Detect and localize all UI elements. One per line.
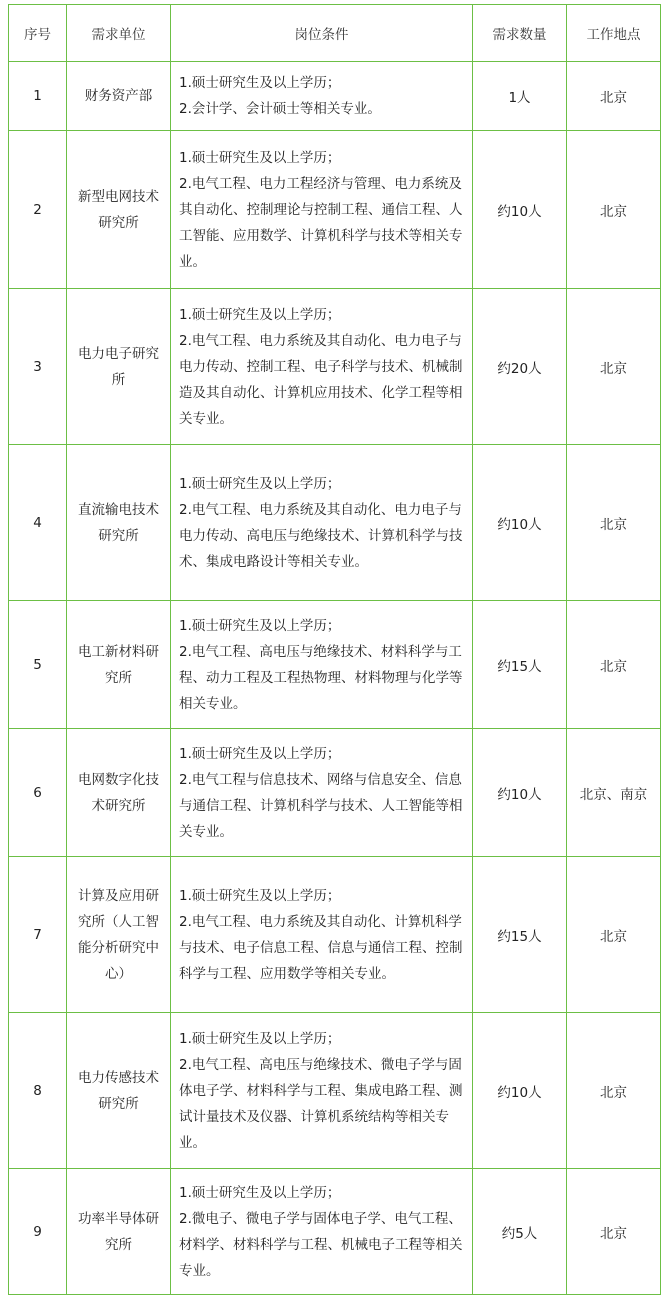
cell-index: 9	[9, 1169, 67, 1295]
cell-location: 北京	[567, 131, 661, 289]
cell-count: 约10人	[473, 445, 567, 601]
requirement-line: 2.电气工程、电力系统及其自动化、电力电子与电力传动、高电压与绝缘技术、计算机科学与技术、集成电路设计等相关专业。	[179, 501, 463, 570]
cell-count: 约5人	[473, 1169, 567, 1295]
requirement-line: 1.硕士研究生及以上学历；	[179, 149, 341, 166]
cell-unit: 电力电子研究所	[67, 289, 171, 445]
cell-index: 6	[9, 729, 67, 857]
cell-unit: 电力传感技术研究所	[67, 1013, 171, 1169]
header-row	[9, 5, 661, 62]
requirement-line: 2.电气工程与信息技术、网络与信息安全、信息与通信工程、计算机科学与技术、人工智能等相关专业。	[179, 771, 463, 840]
cell-unit: 功率半导体研究所	[67, 1169, 171, 1295]
header-unit: 需求单位	[67, 5, 171, 62]
cell-requirements	[171, 289, 473, 445]
requirement-line: 1.硕士研究生及以上学历；	[179, 745, 341, 762]
cell-unit: 电工新材料研究所	[67, 601, 171, 729]
cell-requirements	[171, 445, 473, 601]
cell-unit: 直流输电技术研究所	[67, 445, 171, 601]
requirement-line: 2.电气工程、电力系统及其自动化、计算机科学与技术、电子信息工程、信息与通信工程、控制科学与工程、应用数学等相关专业。	[179, 913, 463, 982]
requirement-line: 1.硕士研究生及以上学历；	[179, 617, 341, 634]
cell-index: 8	[9, 1013, 67, 1169]
cell-location: 北京	[567, 445, 661, 601]
cell-location: 北京	[567, 601, 661, 729]
requirement-line: 1.硕士研究生及以上学历；	[179, 306, 341, 323]
requirement-line: 2.电气工程、电力工程经济与管理、电力系统及其自动化、控制理论与控制工程、通信工程、人工智能、应用数学、计算机科学与技术等相关专业。	[179, 175, 463, 270]
cell-unit: 财务资产部	[67, 62, 171, 131]
cell-requirements	[171, 62, 473, 131]
cell-count: 约15人	[473, 857, 567, 1013]
cell-count: 约20人	[473, 289, 567, 445]
cell-index: 1	[9, 62, 67, 131]
cell-location: 北京、南京	[567, 729, 661, 857]
header-requirements: 岗位条件	[171, 5, 473, 62]
requirement-line: 1.硕士研究生及以上学历；	[179, 75, 341, 91]
table-row	[9, 729, 661, 857]
requirement-line: 2.电气工程、高电压与绝缘技术、微电子学与固体电子学、材料科学与工程、集成电路工程、测试计量技术及仪器、计算机系统结构等相关专业。	[179, 1056, 463, 1151]
cell-location: 北京	[567, 289, 661, 445]
requirement-line: 1.硕士研究生及以上学历；	[179, 1184, 341, 1201]
cell-index: 7	[9, 857, 67, 1013]
table-row	[9, 601, 661, 729]
header-location: 工作地点	[567, 5, 661, 62]
cell-location: 北京	[567, 1169, 661, 1295]
cell-requirements	[171, 601, 473, 729]
requirement-line: 2.微电子、微电子学与固体电子学、电气工程、材料学、材料科学与工程、机械电子工程等相关专业。	[179, 1210, 463, 1279]
cell-index: 4	[9, 445, 67, 601]
requirement-line: 2.电气工程、高电压与绝缘技术、材料科学与工程、动力工程及工程热物理、材料物理与化学等相关专业。	[179, 643, 463, 712]
table-row	[9, 1169, 661, 1295]
cell-count: 约10人	[473, 729, 567, 857]
cell-unit: 计算及应用研究所（人工智能分析研究中心）	[67, 857, 171, 1013]
header-count: 需求数量	[473, 5, 567, 62]
cell-index: 3	[9, 289, 67, 445]
cell-count: 约10人	[473, 131, 567, 289]
cell-location: 北京	[567, 857, 661, 1013]
cell-requirements	[171, 1169, 473, 1295]
table-row	[9, 62, 661, 131]
table-row	[9, 289, 661, 445]
requirement-line: 1.硕士研究生及以上学历；	[179, 475, 341, 492]
cell-unit: 电网数字化技术研究所	[67, 729, 171, 857]
cell-requirements	[171, 729, 473, 857]
cell-location: 北京	[567, 1013, 661, 1169]
recruitment-table	[8, 4, 661, 1295]
cell-requirements	[171, 857, 473, 1013]
cell-unit: 新型电网技术研究所	[67, 131, 171, 289]
requirement-line: 2.会计学、会计硕士等相关专业。	[179, 101, 381, 117]
requirement-line: 1.硕士研究生及以上学历；	[179, 887, 341, 904]
table-row	[9, 857, 661, 1013]
requirement-line: 1.硕士研究生及以上学历；	[179, 1030, 341, 1047]
table-row	[9, 1013, 661, 1169]
table-row	[9, 131, 661, 289]
requirement-line: 2.电气工程、电力系统及其自动化、电力电子与电力传动、控制工程、电子科学与技术、机械制造及其自动化、计算机应用技术、化学工程等相关专业。	[179, 332, 463, 427]
cell-count: 1人	[473, 62, 567, 131]
table-row	[9, 445, 661, 601]
cell-index: 5	[9, 601, 67, 729]
table-body	[9, 62, 661, 1295]
header-index: 序号	[9, 5, 67, 62]
cell-index: 2	[9, 131, 67, 289]
cell-count: 约10人	[473, 1013, 567, 1169]
cell-location: 北京	[567, 62, 661, 131]
cell-requirements	[171, 1013, 473, 1169]
cell-count: 约15人	[473, 601, 567, 729]
cell-requirements	[171, 131, 473, 289]
